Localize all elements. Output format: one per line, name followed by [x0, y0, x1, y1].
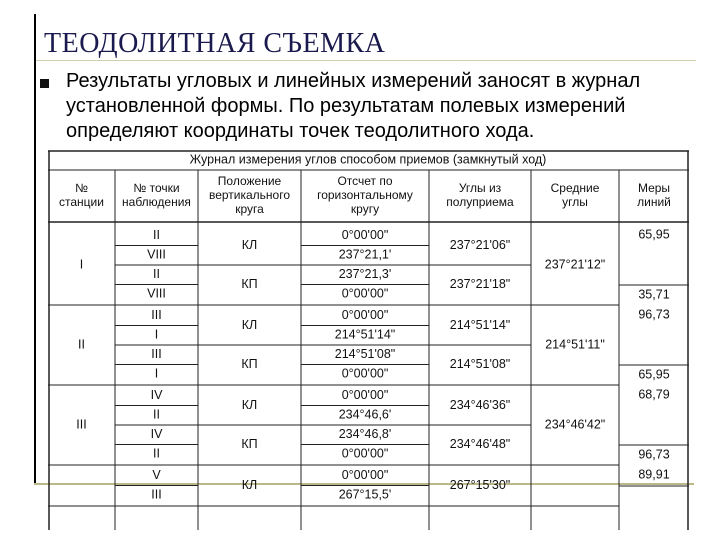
- point-cell: IV: [150, 427, 163, 442]
- header-cell: кругу: [350, 202, 380, 217]
- line-measure-cell: 35,71: [638, 287, 670, 302]
- point-cell: IV: [150, 388, 163, 403]
- circle-position-cell: КП: [241, 356, 258, 371]
- journal-svg: [48, 150, 689, 530]
- header-cell: №: [75, 181, 88, 196]
- circle-position-cell: КП: [241, 436, 258, 451]
- line-measure-cell: 96,73: [638, 307, 670, 322]
- line-measure-cell: 96,73: [638, 447, 670, 462]
- reading-cell: 0°00'00": [341, 308, 389, 323]
- reading-cell: 214°51'14": [334, 327, 396, 342]
- point-cell: II: [153, 267, 160, 282]
- point-cell: VIII: [147, 247, 166, 262]
- half-angle-cell: 234°46'48": [449, 436, 511, 451]
- survey-journal-table: [48, 150, 689, 502]
- line-measure-cell: 65,95: [638, 367, 670, 382]
- header-cell: Отсчет по: [337, 174, 393, 189]
- mean-angle-cell: 237°21'12": [544, 257, 606, 272]
- header-cell: горизонтальному: [317, 188, 413, 203]
- reading-cell: 237°21,1': [338, 247, 392, 262]
- bullet-square-icon: [40, 79, 49, 88]
- reading-cell: 0°00'00": [341, 228, 389, 243]
- point-cell: III: [151, 487, 162, 502]
- mean-angle-cell: 214°51'11": [545, 337, 605, 352]
- reading-cell: 0°00'00": [341, 468, 389, 483]
- header-cell: Положение: [217, 174, 282, 189]
- point-cell: II: [153, 446, 160, 461]
- reading-cell: 234°46,6': [338, 407, 392, 422]
- point-cell: III: [151, 308, 162, 323]
- reading-cell: 214°51'08": [334, 347, 396, 362]
- circle-position-cell: КЛ: [241, 397, 258, 412]
- reading-cell: 0°00'00": [341, 446, 389, 461]
- reading-cell: 237°21,3': [338, 267, 392, 282]
- line-measure-cell: 68,79: [638, 387, 670, 402]
- reading-cell: 0°00'00": [341, 366, 389, 381]
- reading-cell: 234°46,8': [338, 427, 392, 442]
- mean-angle-cell: 234°46'42": [544, 417, 606, 432]
- half-angle-cell: 237°21'18": [449, 276, 511, 291]
- reading-cell: 0°00'00": [341, 286, 389, 301]
- header-cell: Углы из: [458, 181, 502, 196]
- title-underline: [36, 60, 696, 61]
- circle-position-cell: КЛ: [241, 477, 258, 492]
- circle-position-cell: КЛ: [241, 317, 258, 332]
- header-cell: Меры: [637, 181, 671, 196]
- half-angle-cell: 214°51'08": [449, 356, 511, 371]
- point-cell: VIII: [147, 286, 166, 301]
- header-cell: наблюдения: [122, 195, 191, 210]
- point-cell: II: [153, 228, 160, 243]
- half-angle-cell: 237°21'06": [449, 237, 511, 252]
- circle-position-cell: КП: [241, 276, 258, 291]
- header-cell: круга: [235, 202, 264, 217]
- half-angle-cell: 214°51'14": [449, 317, 511, 332]
- header-cell: углы: [562, 195, 588, 210]
- half-angle-cell: 234°46'36": [449, 397, 511, 412]
- header-cell: вертикального: [208, 188, 291, 203]
- half-angle-cell: 267°15'30": [449, 477, 511, 492]
- line-measure-cell: 65,95: [638, 227, 670, 242]
- page-title: ТЕОДОЛИТНАЯ СЪЕМКА: [44, 28, 386, 59]
- header-cell: линий: [637, 195, 671, 210]
- slide-left-rule: [34, 14, 36, 484]
- table-caption: Журнал измерения углов способом приемов (замкнутый ход): [189, 152, 547, 167]
- point-cell: V: [152, 468, 161, 483]
- point-cell: I: [154, 366, 159, 381]
- point-cell: III: [151, 347, 162, 362]
- header-cell: полуприема: [446, 195, 514, 210]
- station-cell: I: [79, 257, 84, 272]
- line-measure-cell: 89,91: [638, 467, 670, 482]
- station-cell: II: [78, 337, 85, 352]
- point-cell: II: [153, 407, 160, 422]
- header-cell: станции: [59, 195, 104, 210]
- station-cell: III: [76, 417, 87, 432]
- reading-cell: 267°15,5': [338, 487, 392, 502]
- header-cell: Средние: [550, 181, 600, 196]
- circle-position-cell: КЛ: [241, 237, 258, 252]
- point-cell: I: [154, 327, 159, 342]
- header-cell: № точки: [133, 181, 180, 196]
- bullet-text: Результаты угловых и линейных измерений заносят в журнал установленной формы. По результатам полевых измерений определяют координаты точек теодолитного хода.: [66, 70, 641, 142]
- reading-cell: 0°00'00": [341, 388, 389, 403]
